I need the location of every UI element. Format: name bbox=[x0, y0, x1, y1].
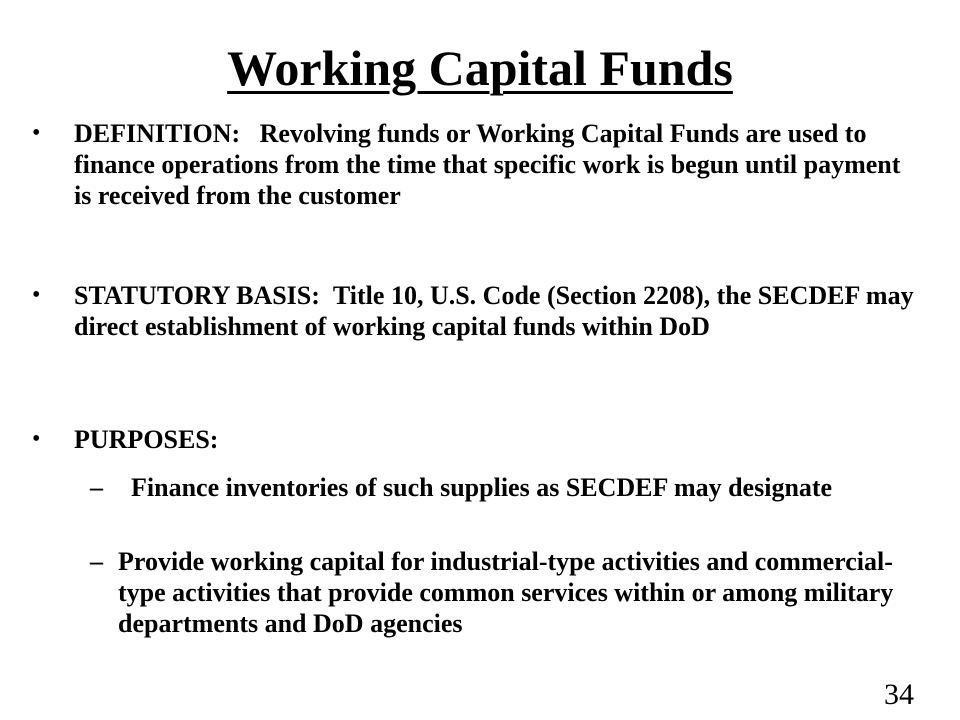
bullet-statutory-basis bbox=[32, 280, 914, 342]
bullet-definition bbox=[32, 118, 914, 211]
bullet-marker: • bbox=[32, 120, 41, 146]
sub-marker: – bbox=[90, 547, 103, 576]
bullet-marker: • bbox=[32, 282, 41, 308]
bullet-marker: • bbox=[32, 426, 41, 452]
page-number: 34 bbox=[884, 678, 914, 711]
purpose-item bbox=[90, 546, 918, 639]
bullet-purposes bbox=[32, 424, 914, 455]
sub-marker: – bbox=[90, 473, 103, 502]
purpose-text: Provide working capital for industrial-type activities and commercial-type activities that provide common services within or among military departments and DoD agencies bbox=[118, 547, 894, 638]
purpose-text bbox=[118, 473, 832, 502]
bullet-label: PURPOSES: bbox=[74, 425, 219, 454]
bullet-label: DEFINITION: bbox=[74, 119, 241, 148]
purpose-item bbox=[90, 472, 918, 503]
bullet-text: Revolving funds or Working Capital Funds are used to finance operations from the time that specific work is begun until payment is received from the customer bbox=[74, 119, 901, 210]
bullet-text: Title 10, U.S. Code (Section 2208), the SECDEF may direct establishment of working capital funds within DoD bbox=[74, 281, 914, 341]
purpose-text-content: Finance inventories of such supplies as SECDEF may designate bbox=[131, 473, 833, 502]
slide-title: Working Capital Funds bbox=[227, 40, 733, 96]
bullet-label: STATUTORY BASIS: bbox=[74, 281, 320, 310]
